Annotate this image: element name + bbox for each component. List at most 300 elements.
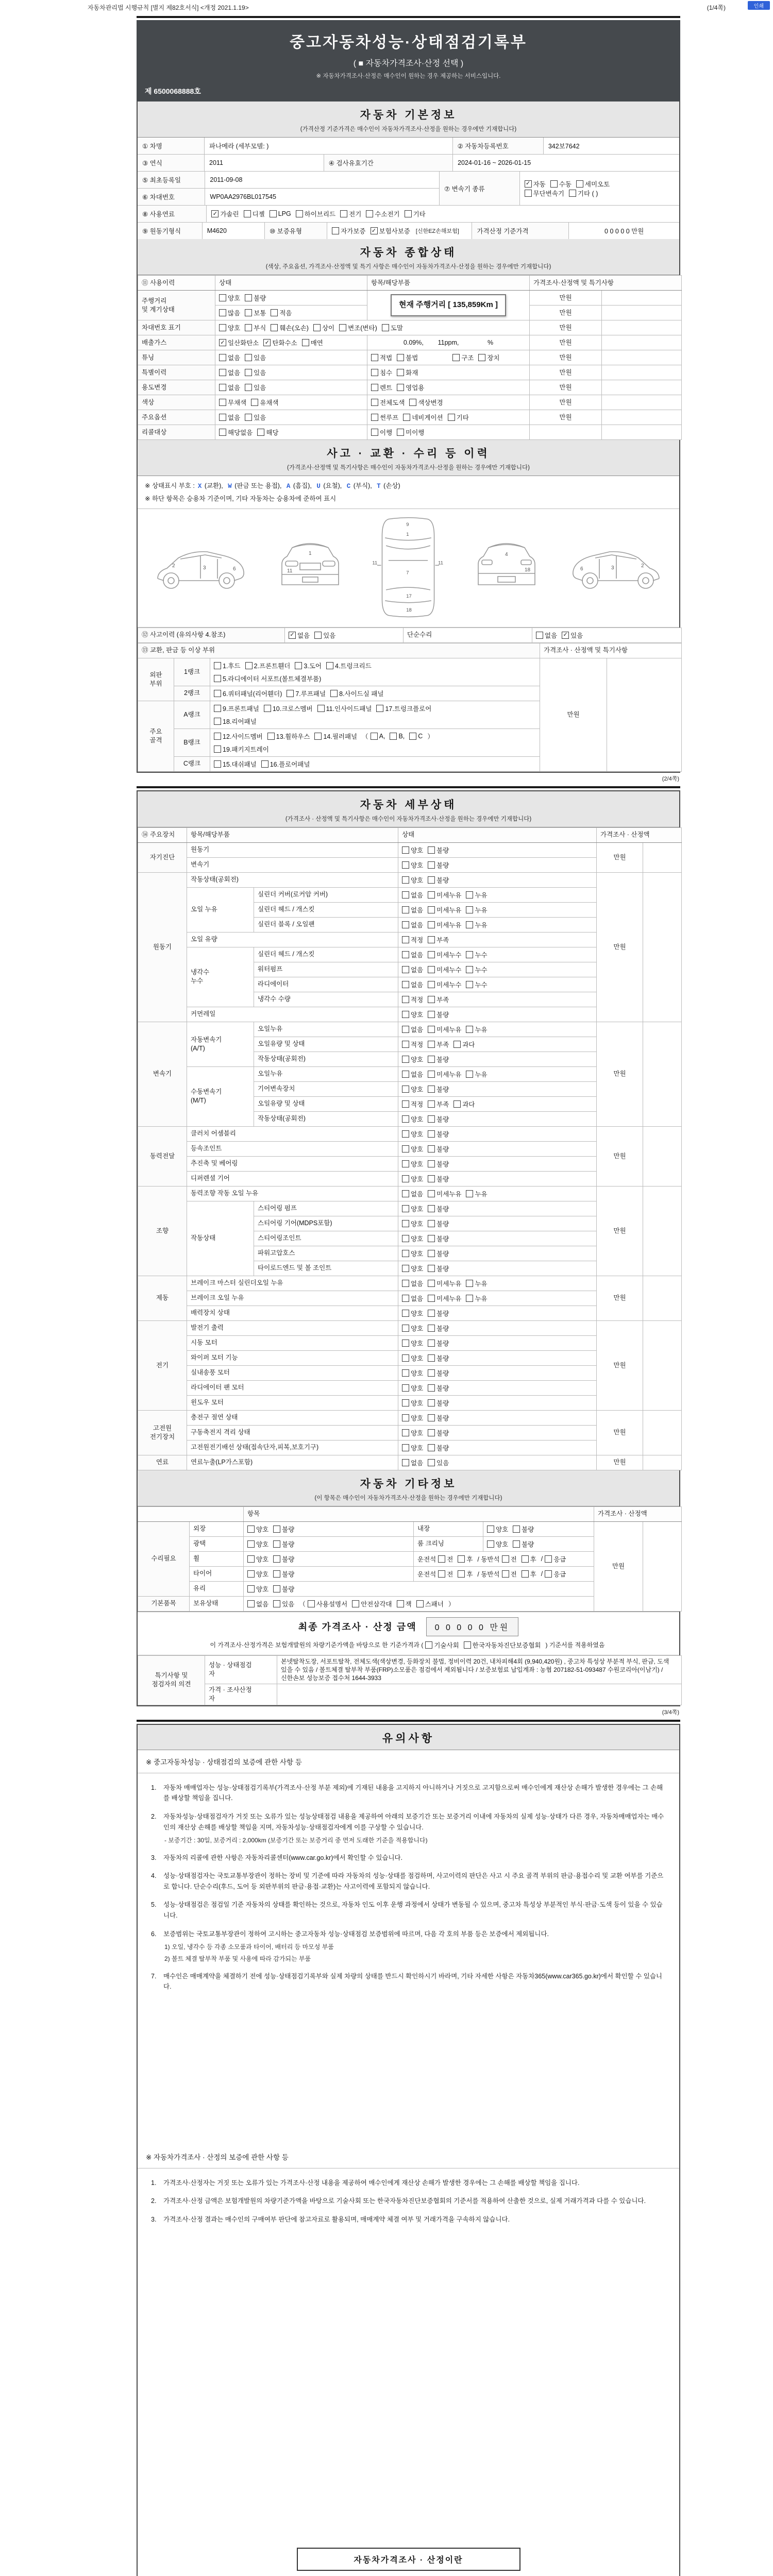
checkbox-unchecked[interactable] — [428, 920, 461, 929]
checkbox-checked[interactable] — [562, 631, 583, 640]
checkbox-unchecked[interactable] — [371, 368, 392, 377]
checkbox-unchecked[interactable] — [464, 1640, 541, 1650]
checkbox-unchecked[interactable] — [287, 689, 326, 698]
checkbox-unchecked[interactable] — [214, 661, 241, 670]
checkbox-unchecked[interactable] — [219, 383, 240, 392]
checkbox-unchecked[interactable] — [428, 860, 449, 870]
checkbox-unchecked[interactable] — [522, 1569, 536, 1579]
checkbox-unchecked[interactable] — [273, 1569, 294, 1579]
checkbox-unchecked[interactable] — [428, 875, 449, 885]
table-cell — [643, 1521, 682, 1611]
checkbox-unchecked[interactable] — [545, 1554, 566, 1564]
checkbox-unchecked[interactable] — [466, 980, 487, 989]
checkbox-unchecked[interactable] — [247, 1584, 268, 1594]
checkbox-unchecked[interactable] — [214, 689, 282, 698]
notice-section-body — [138, 2168, 679, 2540]
checkbox-unchecked[interactable] — [271, 308, 292, 317]
checkbox-unchecked[interactable] — [247, 1569, 268, 1579]
checkbox-unchecked[interactable] — [525, 189, 564, 198]
checkbox-unchecked[interactable] — [428, 1383, 449, 1393]
checkbox-unchecked[interactable] — [428, 1040, 449, 1049]
table-cell: 주요옵션 — [138, 410, 215, 425]
checkbox-unchecked[interactable] — [428, 1443, 449, 1452]
checkbox-unchecked[interactable] — [273, 1539, 294, 1549]
notice-item: 3. 가격조사·산정 결과는 매수인의 구매여부 판단에 참고자료로 활용되며, 매매계약 체결 여부 및 거래가격을 구속하지 않습니다. — [151, 2216, 510, 2224]
checkbox-checked[interactable] — [211, 209, 239, 218]
checkbox-icon: ✓ — [525, 180, 532, 188]
checkbox-unchecked[interactable] — [366, 209, 399, 218]
checkbox-label: 자동 — [533, 180, 546, 188]
checkbox-unchecked[interactable] — [397, 353, 418, 362]
checkbox-unchecked[interactable] — [428, 1234, 449, 1243]
checkbox-label: 불량 — [436, 1235, 449, 1243]
section-header-comprehensive — [138, 239, 679, 275]
table-cell — [398, 917, 597, 932]
checkbox-unchecked[interactable] — [219, 368, 240, 377]
checkbox-unchecked[interactable] — [340, 209, 361, 218]
checkbox-unchecked[interactable] — [428, 980, 461, 989]
checkbox-unchecked[interactable] — [402, 1084, 423, 1094]
checkbox-unchecked[interactable] — [397, 368, 418, 377]
checkbox-unchecked[interactable] — [247, 1539, 268, 1549]
table-cell — [244, 1536, 414, 1551]
checkbox-unchecked[interactable] — [371, 398, 405, 407]
checkbox-unchecked[interactable] — [428, 1189, 461, 1198]
checkbox-unchecked[interactable] — [428, 1174, 449, 1183]
checkbox-unchecked[interactable] — [428, 950, 461, 959]
checkbox-unchecked[interactable] — [245, 413, 266, 422]
table-cell — [367, 395, 530, 410]
checkbox-unchecked[interactable] — [313, 323, 334, 332]
checkbox-unchecked[interactable] — [428, 1249, 449, 1258]
table-cell: 만원 — [597, 872, 643, 1022]
checkbox-unchecked[interactable] — [308, 1599, 347, 1608]
checkbox-unchecked[interactable] — [402, 1219, 423, 1228]
checkbox-icon — [219, 414, 226, 421]
checkbox-unchecked[interactable] — [402, 920, 423, 929]
checkbox-unchecked[interactable] — [402, 1174, 423, 1183]
table-cell: 만원 — [530, 291, 602, 306]
checkbox-icon — [371, 369, 378, 376]
checkbox-unchecked[interactable] — [403, 413, 443, 422]
checkbox-unchecked[interactable] — [428, 1159, 449, 1168]
checkbox-unchecked[interactable] — [425, 1640, 459, 1650]
checkbox-unchecked[interactable] — [402, 1129, 423, 1139]
checkbox-unchecked[interactable] — [371, 353, 392, 362]
checkbox-unchecked[interactable] — [402, 875, 423, 885]
checkbox-unchecked[interactable] — [214, 674, 321, 683]
checkbox-unchecked[interactable] — [245, 661, 291, 670]
checkbox-unchecked[interactable] — [405, 209, 426, 218]
checkbox-icon — [402, 936, 409, 943]
checkbox-icon — [402, 876, 409, 884]
checkbox-unchecked[interactable] — [402, 1159, 423, 1168]
checkbox-unchecked[interactable] — [466, 1025, 487, 1034]
checkbox-unchecked[interactable] — [402, 1070, 423, 1079]
checkbox-unchecked[interactable] — [466, 890, 487, 900]
checkbox-unchecked[interactable] — [402, 1309, 423, 1318]
checkbox-unchecked[interactable] — [264, 704, 313, 713]
table-cell: 만원 — [597, 1022, 643, 1126]
checkbox-unchecked[interactable] — [402, 1428, 423, 1437]
checkbox-unchecked[interactable] — [214, 704, 259, 713]
checkbox-unchecked[interactable] — [247, 1554, 268, 1564]
checkbox-icon — [273, 1555, 280, 1563]
checkbox-unchecked[interactable] — [371, 428, 392, 437]
checkbox-unchecked[interactable] — [466, 1294, 487, 1303]
checkbox-unchecked[interactable] — [402, 1010, 423, 1019]
checkbox-unchecked[interactable] — [371, 413, 398, 422]
checkbox-unchecked[interactable] — [402, 950, 423, 959]
checkbox-unchecked[interactable] — [214, 759, 257, 769]
checkbox-icon — [502, 1570, 509, 1578]
checkbox-unchecked[interactable] — [428, 1309, 449, 1318]
checkbox-unchecked[interactable] — [438, 1569, 453, 1579]
checkbox-unchecked[interactable] — [416, 1599, 444, 1608]
field-value-car-name: 파나메라 (세부모델: ) — [205, 138, 453, 154]
checkbox-unchecked[interactable] — [428, 995, 449, 1004]
checkbox-unchecked[interactable] — [402, 995, 423, 1004]
table-cell — [398, 872, 597, 887]
checkbox-unchecked[interactable] — [428, 935, 449, 944]
checkbox-label: 양호 — [411, 1205, 424, 1213]
checkbox-unchecked[interactable] — [402, 1189, 423, 1198]
checkbox-unchecked[interactable] — [428, 1264, 449, 1273]
checkbox-unchecked[interactable] — [402, 935, 423, 944]
checkbox-icon — [487, 1526, 494, 1533]
checkbox-unchecked[interactable] — [245, 383, 266, 392]
table-cell: 외판 부위 — [138, 658, 174, 701]
checkbox-unchecked[interactable] — [453, 1040, 475, 1049]
checkbox-unchecked[interactable] — [466, 1279, 487, 1288]
checkbox-unchecked[interactable] — [428, 1279, 461, 1288]
checkbox-label: 있음 — [254, 369, 266, 377]
checkbox-unchecked[interactable] — [428, 890, 461, 900]
checkbox-unchecked[interactable] — [339, 323, 377, 332]
table-header-cell: 가격조사 · 산정액 — [597, 827, 682, 842]
checkbox-unchecked[interactable] — [428, 1398, 449, 1408]
checkbox-icon — [416, 1600, 424, 1607]
table-cell — [215, 350, 367, 365]
checkbox-unchecked[interactable] — [397, 383, 424, 392]
checkbox-unchecked[interactable] — [402, 1279, 423, 1288]
checkbox-unchecked[interactable] — [522, 1554, 536, 1564]
checkbox-unchecked[interactable] — [219, 398, 246, 407]
checkbox-icon — [453, 1100, 461, 1108]
checkbox-label: 미세누수 — [436, 981, 462, 989]
checkbox-unchecked[interactable] — [402, 1040, 423, 1049]
field-label-fuel: ⑧ 사용연료 — [138, 206, 207, 222]
checkbox-unchecked[interactable] — [402, 965, 423, 974]
checkbox-unchecked[interactable] — [245, 293, 266, 302]
checkbox-unchecked[interactable] — [502, 1569, 517, 1579]
checkbox-unchecked[interactable] — [273, 1524, 294, 1534]
checkbox-unchecked[interactable] — [428, 1055, 449, 1064]
checkbox-label: 누유 — [475, 1190, 488, 1198]
checkbox-unchecked[interactable] — [402, 1353, 423, 1363]
checkbox-icon — [428, 1160, 435, 1167]
table-cell — [398, 1052, 597, 1066]
checkbox-icon — [402, 1190, 409, 1197]
checkbox-icon: ✓ — [263, 339, 271, 346]
checkbox-unchecked[interactable] — [466, 905, 487, 914]
checkbox-unchecked[interactable] — [402, 1114, 423, 1124]
checkbox-unchecked[interactable] — [402, 1443, 423, 1452]
checkbox-unchecked[interactable] — [428, 1458, 449, 1467]
checkbox-unchecked[interactable] — [428, 1114, 449, 1124]
checkbox-unchecked[interactable] — [261, 759, 310, 769]
table-cell — [398, 1201, 597, 1216]
checkbox-unchecked[interactable] — [382, 323, 403, 332]
checkbox-unchecked[interactable] — [402, 905, 423, 914]
document-sheet — [137, 16, 680, 2576]
checkbox-icon — [428, 1265, 435, 1272]
checkbox-unchecked[interactable] — [390, 733, 405, 740]
checkbox-unchecked[interactable] — [428, 1144, 449, 1154]
svg-text:18: 18 — [525, 567, 531, 573]
checkbox-label: 양호 — [411, 1130, 424, 1138]
checkbox-label: 불량 — [436, 1325, 449, 1332]
checkbox-unchecked[interactable] — [273, 1554, 294, 1564]
checkbox-icon — [247, 1600, 255, 1607]
checkbox-unchecked[interactable] — [326, 661, 372, 670]
checkbox-unchecked[interactable] — [402, 1324, 423, 1333]
checkbox-unchecked[interactable] — [478, 353, 499, 362]
checkbox-unchecked[interactable] — [352, 1599, 392, 1608]
checkbox-unchecked[interactable] — [402, 1264, 423, 1273]
checkbox-unchecked[interactable] — [428, 905, 461, 914]
checkbox-icon — [330, 690, 338, 697]
checkbox-unchecked[interactable] — [453, 1099, 475, 1109]
inline-text: / — [541, 1555, 543, 1563]
checkbox-unchecked[interactable] — [219, 293, 240, 302]
checkbox-unchecked[interactable] — [273, 1599, 294, 1608]
checkbox-unchecked[interactable] — [402, 845, 423, 855]
checkbox-icon — [487, 1540, 494, 1548]
checkbox-unchecked[interactable] — [409, 398, 443, 407]
checkbox-unchecked[interactable] — [402, 860, 423, 870]
checkbox-unchecked[interactable] — [402, 1413, 423, 1422]
checkbox-unchecked[interactable] — [302, 338, 323, 347]
table-cell — [643, 1410, 682, 1455]
table-cell: C랭크 — [174, 756, 210, 771]
checkbox-unchecked[interactable] — [371, 733, 385, 740]
checkbox-unchecked[interactable] — [402, 1458, 423, 1467]
table-cell — [398, 962, 597, 977]
checkbox-unchecked[interactable] — [251, 398, 278, 407]
checkbox-unchecked[interactable] — [428, 1324, 449, 1333]
checkbox-label: 전체도색 — [380, 399, 405, 406]
checkbox-unchecked[interactable] — [545, 1569, 566, 1579]
checkbox-unchecked[interactable] — [428, 1294, 461, 1303]
checkbox-checked[interactable] — [371, 226, 410, 235]
checkbox-unchecked[interactable] — [428, 845, 449, 855]
checkbox-label: 양호 — [496, 1526, 509, 1533]
checkbox-unchecked[interactable] — [402, 1055, 423, 1064]
checkbox-label: 침수 — [380, 369, 393, 377]
checkbox-unchecked[interactable] — [402, 1383, 423, 1393]
table-cell: 변속기 — [138, 1022, 187, 1126]
checkbox-label: 있음 — [436, 1459, 449, 1467]
checkbox-unchecked[interactable] — [247, 1599, 268, 1608]
checkbox-icon — [402, 906, 409, 913]
checkbox-icon — [214, 690, 221, 697]
checkbox-unchecked[interactable] — [219, 308, 240, 317]
checkbox-unchecked[interactable] — [295, 661, 322, 670]
checkbox-unchecked[interactable] — [245, 368, 266, 377]
checkbox-unchecked[interactable] — [448, 413, 469, 422]
checkbox-unchecked[interactable] — [332, 226, 365, 235]
checkbox-unchecked[interactable] — [402, 1398, 423, 1408]
table-cell — [244, 1551, 414, 1566]
checkbox-unchecked[interactable] — [402, 1234, 423, 1243]
checkbox-unchecked[interactable] — [428, 965, 461, 974]
checkbox-label: 9.프론트패널 — [223, 705, 259, 713]
checkbox-icon — [428, 876, 435, 884]
checkbox-unchecked[interactable] — [550, 179, 572, 189]
final-price-label: 최종 가격조사 · 산정 금액 — [298, 1622, 417, 1632]
checkbox-unchecked[interactable] — [428, 1413, 449, 1422]
table-cell — [210, 658, 540, 686]
checkbox-unchecked[interactable] — [536, 631, 557, 640]
checkbox-unchecked[interactable] — [513, 1539, 534, 1549]
checkbox-checked[interactable] — [289, 631, 310, 640]
checkbox-unchecked[interactable] — [428, 1010, 449, 1019]
checkbox-unchecked[interactable] — [219, 413, 240, 422]
inline-text: ） — [448, 1600, 455, 1608]
checkbox-unchecked[interactable] — [428, 1338, 449, 1348]
checkbox-unchecked[interactable] — [219, 323, 240, 332]
checkbox-icon — [402, 1414, 409, 1421]
checkbox-unchecked[interactable] — [245, 308, 266, 317]
checkbox-unchecked[interactable] — [317, 704, 372, 713]
checkbox-unchecked[interactable] — [314, 732, 357, 741]
checkbox-label: 없음 — [411, 1026, 424, 1033]
checkbox-unchecked[interactable] — [219, 353, 240, 362]
checkbox-unchecked[interactable] — [428, 1204, 449, 1213]
checkbox-unchecked[interactable] — [402, 890, 423, 900]
checkbox-label: 누유 — [475, 906, 488, 914]
checkbox-unchecked[interactable] — [247, 1524, 268, 1534]
checkbox-unchecked[interactable] — [576, 179, 610, 189]
checkbox-unchecked[interactable] — [371, 383, 392, 392]
checkbox-unchecked[interactable] — [244, 209, 265, 218]
checkbox-unchecked[interactable] — [314, 631, 335, 640]
checkbox-unchecked[interactable] — [402, 1204, 423, 1213]
field-value-first-reg: 2011-09-08 — [210, 176, 243, 183]
checkbox-unchecked[interactable] — [466, 920, 487, 929]
section-title-accident: 사고 · 교환 · 수리 등 이력 — [327, 448, 490, 460]
checkbox-unchecked[interactable] — [402, 1249, 423, 1258]
checkbox-unchecked[interactable] — [513, 1524, 534, 1534]
checkbox-unchecked[interactable] — [428, 1129, 449, 1139]
checkbox-unchecked[interactable] — [428, 1219, 449, 1228]
checkbox-unchecked[interactable] — [466, 1189, 487, 1198]
checkbox-icon — [245, 414, 252, 421]
checkbox-unchecked[interactable] — [402, 1025, 423, 1034]
checkbox-checked[interactable] — [525, 179, 546, 189]
checkbox-unchecked[interactable] — [487, 1524, 508, 1534]
checkbox-unchecked[interactable] — [428, 1025, 461, 1034]
checkbox-unchecked[interactable] — [402, 980, 423, 989]
checkbox-unchecked[interactable] — [466, 965, 487, 974]
checkbox-unchecked[interactable] — [466, 1070, 487, 1079]
checkbox-unchecked[interactable] — [402, 1294, 423, 1303]
table-cell — [483, 1521, 594, 1536]
checkbox-unchecked[interactable] — [428, 1428, 449, 1437]
checkbox-unchecked[interactable] — [428, 1099, 449, 1109]
checkbox-unchecked[interactable] — [409, 733, 423, 740]
table-cell — [398, 932, 597, 947]
table-cell — [398, 842, 597, 857]
checkbox-unchecked[interactable] — [245, 323, 266, 332]
checkbox-unchecked[interactable] — [267, 732, 310, 741]
table-cell — [367, 365, 530, 380]
checkbox-unchecked[interactable] — [438, 1554, 453, 1564]
checkbox-unchecked[interactable] — [397, 1599, 412, 1608]
checkbox-label: 상이 — [322, 325, 335, 332]
checkbox-unchecked[interactable] — [428, 1070, 461, 1079]
checkbox-unchecked[interactable] — [402, 1368, 423, 1378]
field-label-reg-no: ② 자동차등록번호 — [453, 138, 544, 154]
checkbox-unchecked[interactable] — [271, 323, 309, 332]
checkbox-unchecked[interactable] — [458, 1569, 473, 1579]
checkbox-unchecked[interactable] — [397, 428, 424, 437]
table-cell: 1랭크 — [174, 658, 210, 686]
checkbox-unchecked[interactable] — [376, 704, 431, 713]
checkbox-unchecked[interactable] — [273, 1584, 294, 1594]
section-subtitle-comprehensive: (색상, 주요옵션, 가격조사·산정액 및 특기 사항은 매수인이 자동차가격조사·산정을 원하는 경우에만 기재합니다) — [265, 264, 551, 270]
checkbox-unchecked[interactable] — [330, 689, 383, 698]
checkbox-label: 양호 — [411, 1056, 424, 1063]
checkbox-unchecked[interactable] — [428, 1353, 449, 1363]
checkbox-unchecked[interactable] — [428, 1084, 449, 1094]
checkbox-checked[interactable] — [263, 338, 297, 347]
checkbox-unchecked[interactable] — [296, 209, 335, 218]
checkbox-unchecked[interactable] — [214, 717, 257, 726]
table-cell — [244, 1581, 594, 1596]
checkbox-unchecked[interactable] — [257, 428, 278, 437]
checkbox-label: 12.사이드멤버 — [223, 733, 263, 740]
checkbox-icon — [428, 996, 435, 1003]
checkbox-unchecked[interactable] — [402, 1144, 423, 1154]
checkbox-unchecked[interactable] — [245, 353, 266, 362]
checkbox-unchecked[interactable] — [214, 744, 269, 754]
checkbox-unchecked[interactable] — [569, 189, 598, 198]
table-cell — [414, 1551, 594, 1566]
print-badge[interactable]: 인쇄 — [748, 1, 770, 10]
final-price-row — [138, 1612, 679, 1639]
table-cell: 변속기 — [187, 857, 398, 872]
checkbox-icon — [402, 951, 409, 958]
checkbox-unchecked[interactable] — [214, 732, 263, 741]
checkbox-unchecked[interactable] — [502, 1554, 517, 1564]
checkbox-unchecked[interactable] — [428, 1368, 449, 1378]
checkbox-unchecked[interactable] — [458, 1554, 473, 1564]
checkbox-unchecked[interactable] — [270, 210, 291, 217]
table-cell: 색상 — [138, 395, 215, 410]
table-cell — [643, 842, 682, 872]
checkbox-checked[interactable] — [219, 338, 259, 347]
checkbox-unchecked[interactable] — [219, 428, 253, 437]
checkbox-unchecked[interactable] — [402, 1338, 423, 1348]
checkbox-unchecked[interactable] — [402, 1099, 423, 1109]
checkbox-label: LPG — [278, 210, 291, 217]
checkbox-unchecked[interactable] — [487, 1539, 508, 1549]
checkbox-unchecked[interactable] — [466, 950, 487, 959]
table-cell: 주행거리 및 계기상태 — [138, 291, 215, 320]
checkbox-unchecked[interactable] — [452, 353, 474, 362]
